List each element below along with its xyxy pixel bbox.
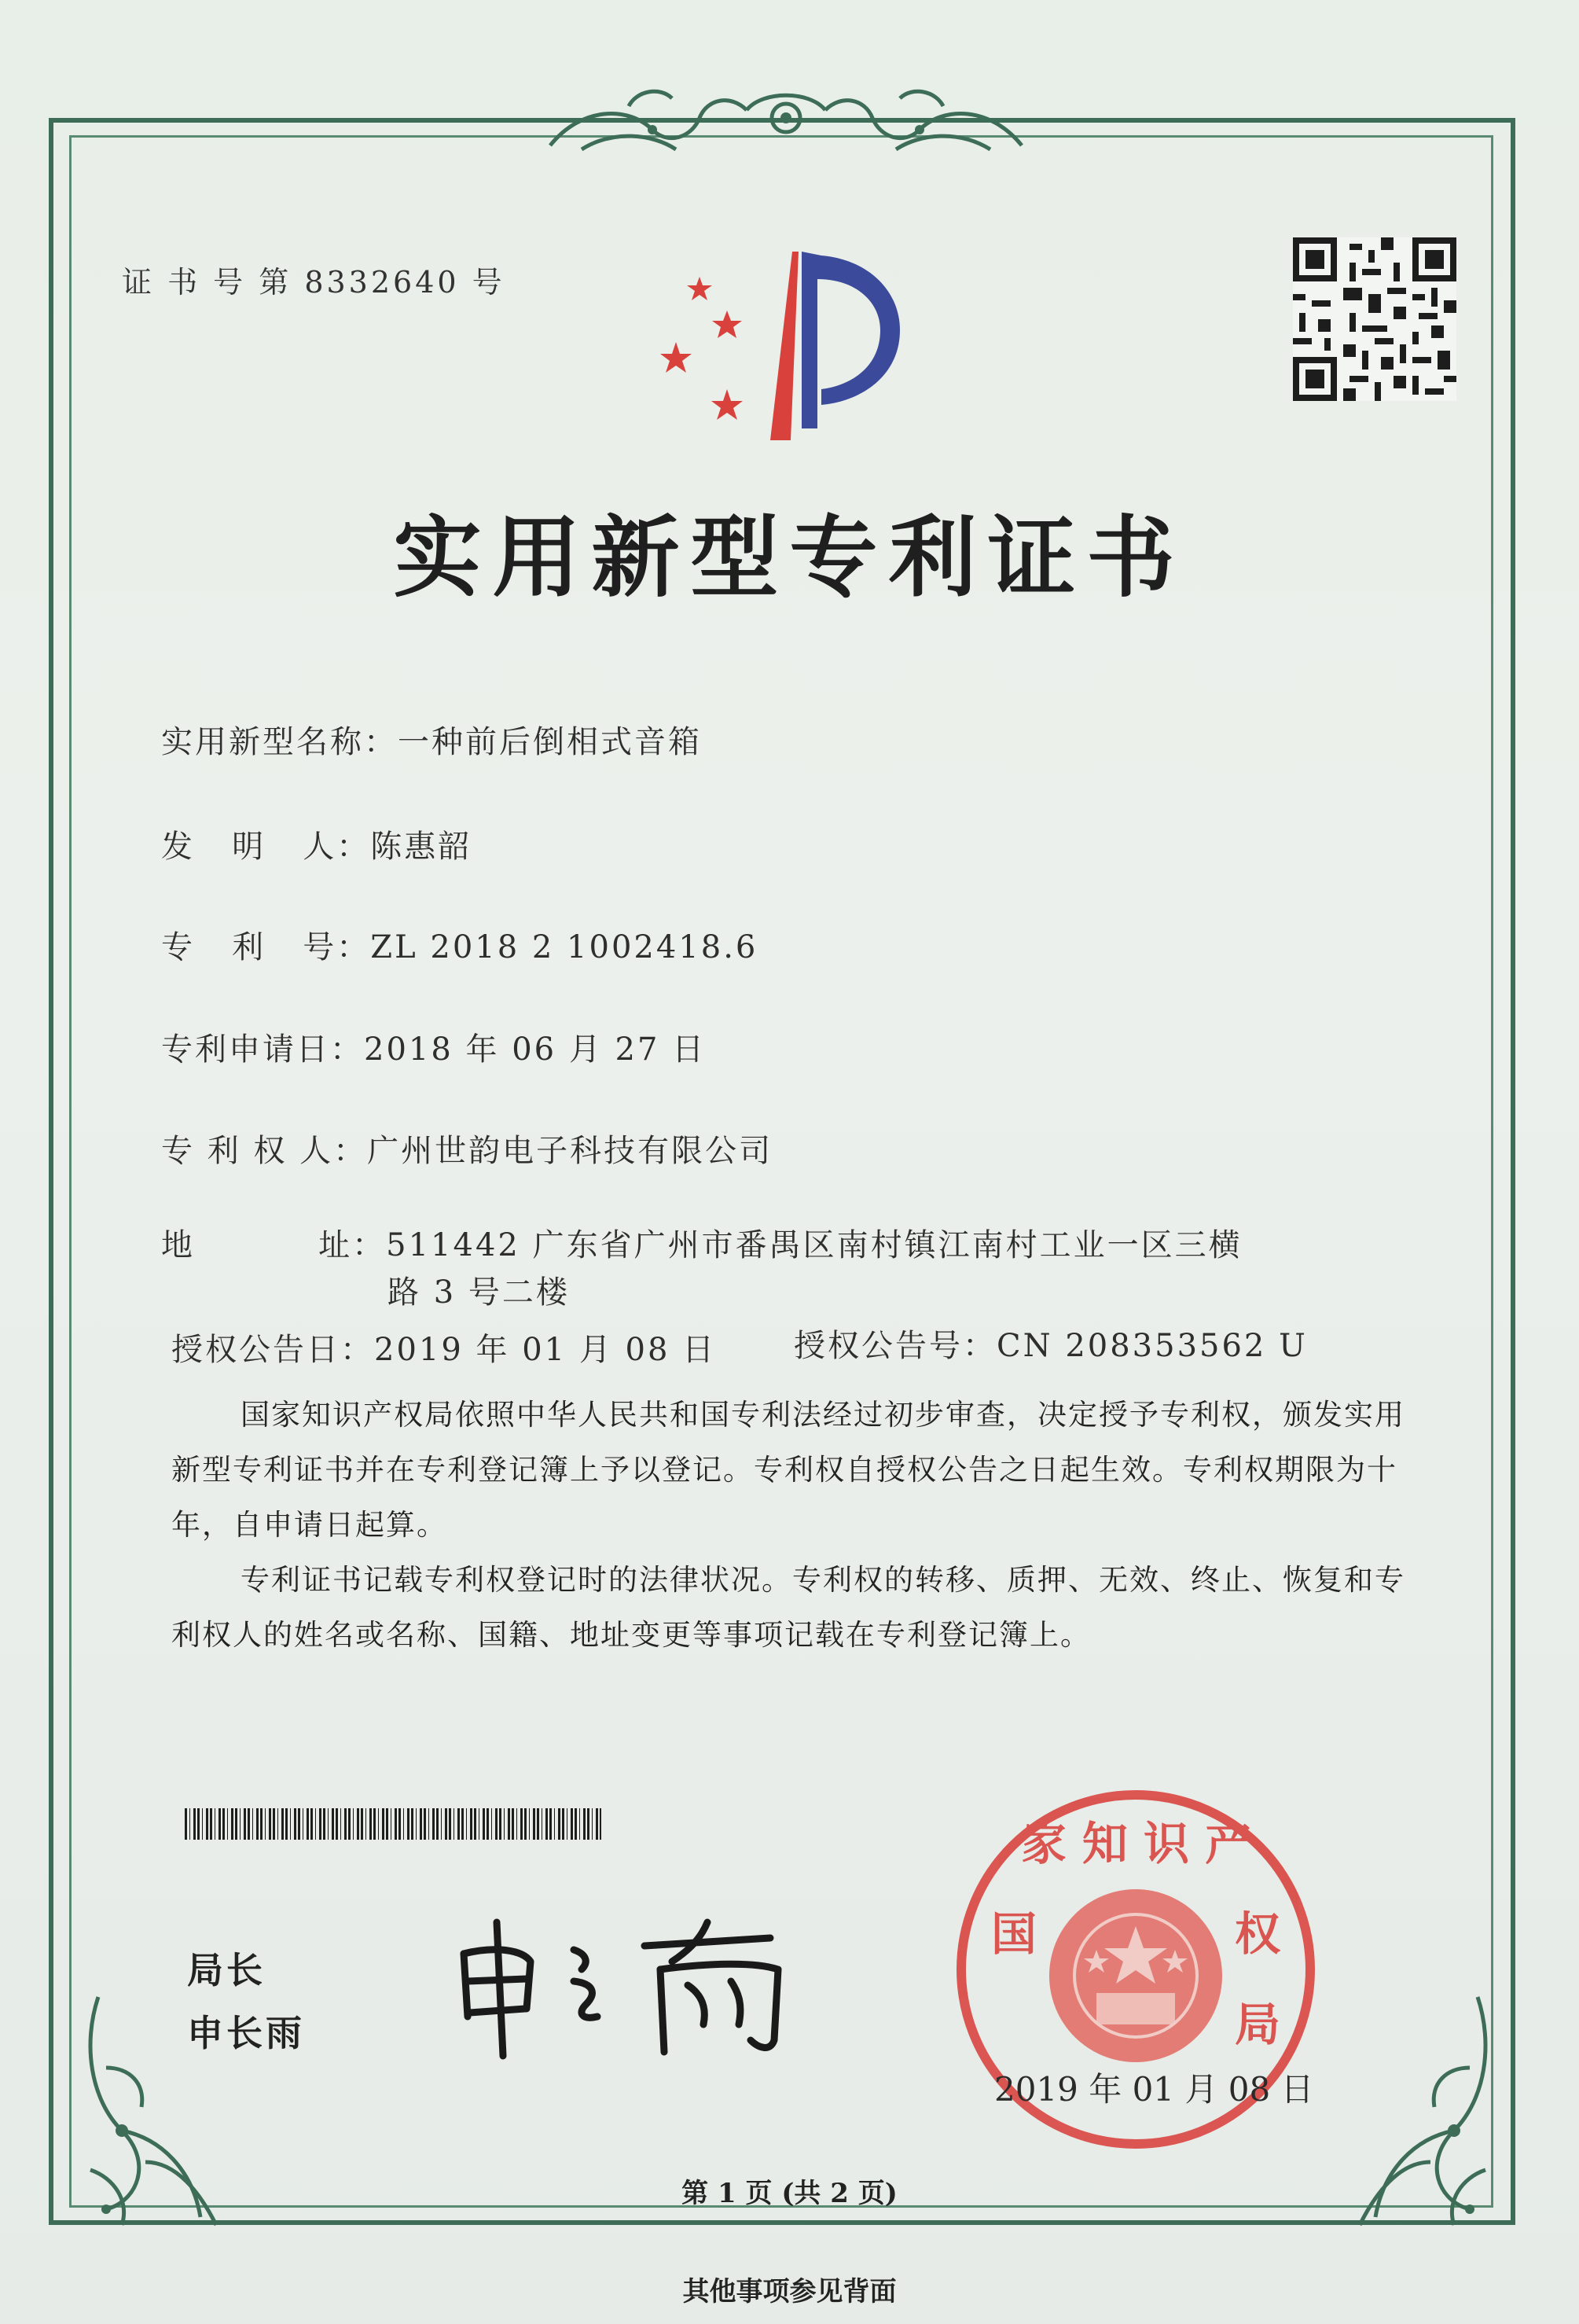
patent-number-value: ZL 2018 2 1002418.6 xyxy=(370,929,758,965)
grant-date-label: 授权公告日： xyxy=(171,1332,374,1368)
utility-model-name-label: 实用新型名称： xyxy=(161,724,398,760)
inventor-label: 发 明 人： xyxy=(161,829,371,865)
barcode xyxy=(185,1808,601,1840)
patentee-value: 广州世韵电子科技有限公司 xyxy=(367,1133,773,1169)
address-line-2: 路 3 号二楼 xyxy=(387,1274,570,1311)
legal-paragraph-2: 专利证书记载专利权登记时的法律状况。专利权的转移、质押、无效、终止、恢复和专利权人的姓名或名称、国籍、地址变更等事项记载在专利登记簿上。 xyxy=(171,1563,1405,1652)
inventor-row xyxy=(161,822,472,866)
certificate-number: 证 书 号 第 8332640 号 xyxy=(122,265,505,300)
svg-text:权: 权 xyxy=(1234,1907,1281,1961)
svg-text:局: 局 xyxy=(1234,1998,1281,2051)
qr-code-icon xyxy=(1293,237,1456,401)
patent-number-label: 专 利 号： xyxy=(161,929,371,965)
filing-date-label: 专利申请日： xyxy=(161,1031,364,1068)
legal-text xyxy=(171,1388,1429,1663)
address-row xyxy=(161,1220,1243,1265)
page-indicator: 第 1 页 (共 2 页) xyxy=(681,2178,898,2209)
utility-model-name-row xyxy=(161,717,702,762)
svg-text:国: 国 xyxy=(990,1907,1037,1961)
grant-number-label: 授权公告号： xyxy=(794,1328,997,1364)
address-label: 地 址： xyxy=(161,1227,387,1263)
filing-date-value: 2018 年 06 月 27 日 xyxy=(364,1031,707,1068)
legal-paragraph-1: 国家知识产权局依照中华人民共和国专利法经过初步审查，决定授予专利权，颁发实用新型专利证书并在专利登记簿上予以登记。专利权自授权公告之日起生效。专利权期限为十年，自申请日起算。 xyxy=(171,1398,1405,1542)
grant-number-value: CN 208353562 U xyxy=(997,1328,1308,1364)
seal-date: 2019 年 01 月 08 日 xyxy=(994,2070,1314,2109)
inventor-value: 陈惠韶 xyxy=(370,829,472,865)
grant-date-row xyxy=(171,1325,716,1370)
filing-date-row xyxy=(161,1024,706,1069)
certificate-title: 实用新型专利证书 xyxy=(393,507,1186,609)
director-name: 申长雨 xyxy=(187,2012,305,2054)
patentee-row xyxy=(161,1126,773,1171)
patent-number-row xyxy=(161,922,758,967)
handwritten-signature-icon xyxy=(448,1907,810,2064)
footer-note: 其他事项参见背面 xyxy=(682,2276,897,2307)
director-title: 局长 xyxy=(187,1949,266,1991)
patent-office-logo-icon xyxy=(652,236,920,448)
patentee-label: 专 利 权 人： xyxy=(161,1133,368,1169)
address-line-1: 511442 广东省广州市番禺区南村镇江南村工业一区三横 xyxy=(386,1227,1243,1263)
svg-text:家 知 识 产: 家 知 识 产 xyxy=(1020,1817,1251,1870)
utility-model-name-value: 一种前后倒相式音箱 xyxy=(398,724,702,760)
grant-number-row xyxy=(794,1321,1308,1366)
top-ornament-icon xyxy=(534,75,1037,169)
grant-date-value: 2019 年 01 月 08 日 xyxy=(374,1332,717,1368)
